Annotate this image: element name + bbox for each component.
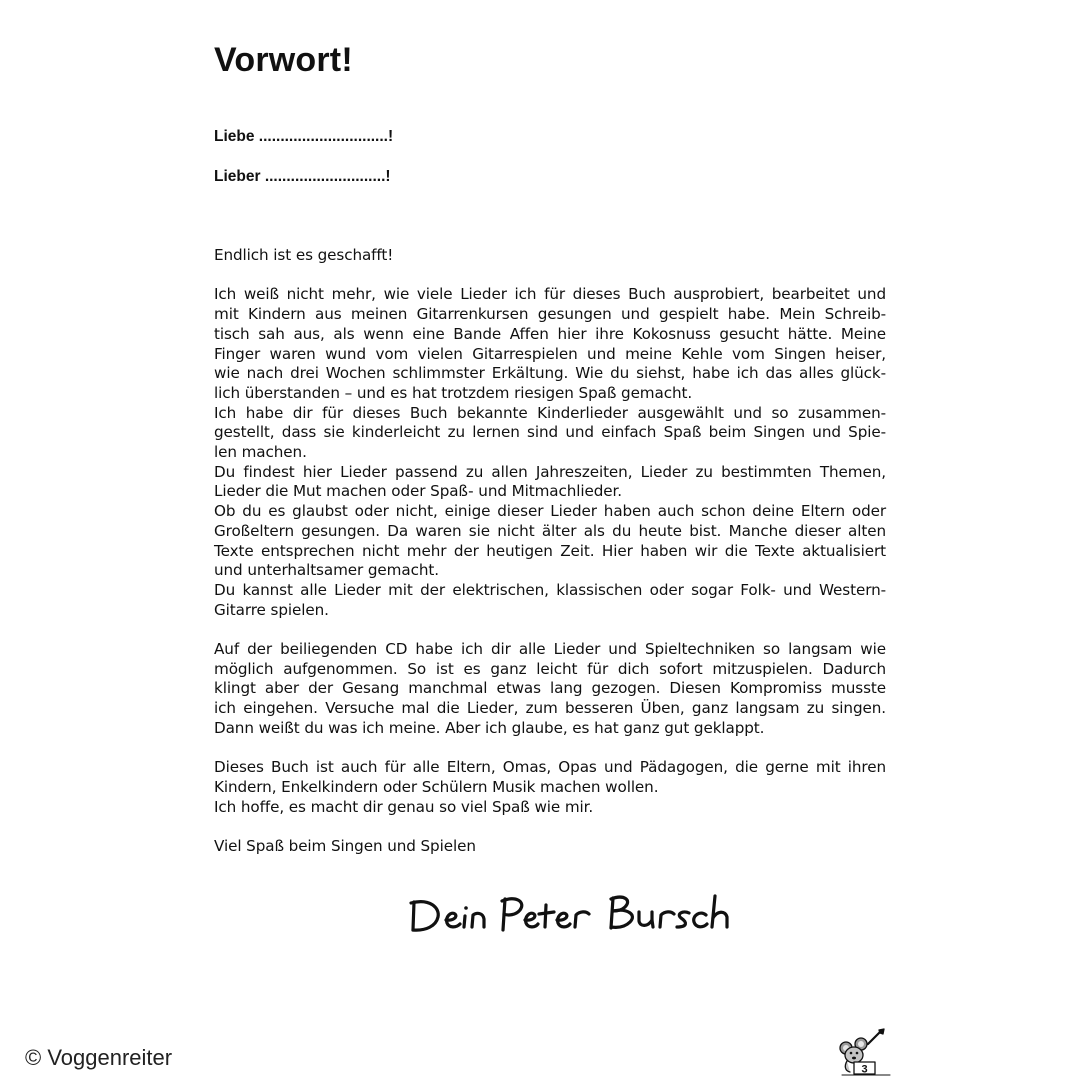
body-line: Du findest hier Lieder passend zu allen Jahreszeiten, Lieder zu bestimmten Themen, bbox=[214, 462, 886, 481]
copyright-notice: © Voggenreiter bbox=[25, 1045, 173, 1070]
body-line: wie nach drei Wochen schlimmster Erkältung. Wie du siehst, habe ich das alles glück- bbox=[214, 364, 886, 383]
body-line: tisch sah aus, als wenn eine Bande Affen hier ihre Kokosnuss gesucht hätte. Meine bbox=[214, 324, 886, 343]
body-line: Gitarre spielen. bbox=[214, 600, 329, 619]
body-line: Texte entsprechen nicht mehr der heutigen Zeit. Hier haben wir die Texte aktualisiert bbox=[214, 541, 886, 560]
body-line: Ich habe dir für dieses Buch bekannte Kinderlieder ausgewählt und so zusammen- bbox=[214, 403, 886, 422]
body-line: Endlich ist es geschafft! bbox=[214, 246, 394, 264]
body-line: Dann weißt du was ich meine. Aber ich glaube, es hat ganz gut geklappt. bbox=[214, 718, 765, 737]
body-line: Auf der beiliegenden CD habe ich dir alle Lieder und Spieltechniken so langsam wie bbox=[214, 640, 886, 659]
body-line: mit Kindern aus meinen Gitarrenkursen gesungen und gespielt habe. Mein Schreib- bbox=[214, 305, 886, 324]
foreword-body bbox=[214, 246, 886, 857]
body-line: Ich hoffe, es macht dir genau so viel Spaß wie mir. bbox=[214, 797, 594, 816]
body-line: ich eingehen. Versuche mal die Lieder, zum besseren Üben, ganz langsam zu singen. bbox=[214, 699, 886, 718]
body-line: Dieses Buch ist auch für alle Eltern, Omas, Opas und Pädagogen, die gerne mit ihren bbox=[214, 758, 886, 777]
salutation-male: Lieber ............................! bbox=[214, 168, 391, 185]
body-line: Großeltern gesungen. Da waren sie nicht älter als du heute bist. Manche dieser alten bbox=[214, 521, 886, 540]
page-number-badge bbox=[838, 1028, 894, 1076]
body-line: möglich aufgenommen. So ist es ganz leicht für dich sofort mitzuspielen. Dadurch bbox=[214, 659, 886, 678]
body-line: klingt aber der Gesang manchmal etwas lang gezogen. Diesen Kompromiss musste bbox=[214, 679, 886, 698]
page-number: 3 bbox=[861, 1063, 868, 1076]
body-line: Du kannst alle Lieder mit der elektrischen, klassischen oder sogar Folk- und Western- bbox=[214, 580, 886, 599]
body-line: len machen. bbox=[214, 443, 307, 462]
body-line: Lieder die Mut machen oder Spaß- und Mitmachlieder. bbox=[214, 482, 623, 501]
body-line: Ich weiß nicht mehr, wie viele Lieder ich für dieses Buch ausprobiert, bearbeitet und bbox=[214, 285, 886, 304]
handwritten-signature bbox=[408, 890, 738, 940]
body-line: gestellt, dass sie kinderleicht zu lernen sind und einfach Spaß beim Singen und Spie- bbox=[214, 423, 886, 442]
page-title: Vorwort! bbox=[214, 41, 353, 79]
salutation-female: Liebe ..............................! bbox=[214, 128, 394, 145]
body-line: lich überstanden – und es hat trotzdem riesigen Spaß gemacht. bbox=[214, 383, 693, 402]
body-line: Viel Spaß beim Singen und Spielen bbox=[214, 837, 476, 856]
body-line: und unterhaltsamer gemacht. bbox=[214, 561, 439, 580]
body-line: Finger waren wund vom vielen Gitarrespielen und meine Kehle vom Singen heiser, bbox=[214, 344, 886, 363]
body-line: Ob du es glaubst oder nicht, einige dieser Lieder haben auch schon deine Eltern oder bbox=[214, 502, 886, 521]
body-line: Kindern, Enkelkindern oder Schülern Musik machen wollen. bbox=[214, 777, 659, 796]
mouse-mascot-icon bbox=[840, 1029, 890, 1076]
